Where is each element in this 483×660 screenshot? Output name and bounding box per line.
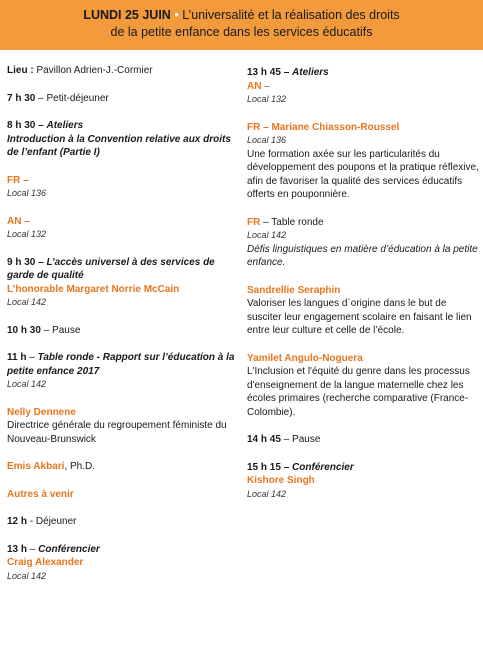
- header-line-1: [0, 7, 483, 24]
- schedule-afternoon-pause: [247, 433, 479, 447]
- activity: Pause: [292, 434, 321, 445]
- speaker-description: L'Inclusion et l'équité du genre dans les processus d'enseignement de la langue maternelle chez les écoles primaires (recherche comparative (France-Colombie).: [247, 366, 470, 418]
- speaker-name: Yamilet Angulo-Noguera: [247, 352, 363, 364]
- schedule-lunch: [7, 515, 239, 529]
- schedule-pause: [7, 324, 239, 338]
- workshop-chiasson-roussel: [247, 121, 479, 202]
- workshop-fr: [7, 174, 239, 201]
- room: Local 132: [7, 229, 47, 239]
- room: Local 132: [247, 94, 287, 104]
- activity-kind: Conférencier: [38, 543, 100, 555]
- activity: Pause: [52, 324, 81, 336]
- speaker-name: L’honorable Margaret Norrie McCain: [7, 283, 180, 295]
- right-column: [247, 66, 479, 515]
- schedule-keynote-access: [7, 256, 239, 310]
- separator: –: [260, 216, 272, 228]
- speaker-name: Mariane Chiasson-Roussel: [271, 121, 400, 133]
- separator: –: [35, 120, 47, 131]
- speakers-tbd: [7, 488, 239, 502]
- speaker-angulo-noguera: [247, 352, 479, 420]
- header-title-line1: L’universalité et la réalisation des droits: [182, 8, 400, 22]
- separator: –: [35, 92, 47, 104]
- others-label: Autres à venir: [7, 488, 74, 500]
- separator: –: [27, 543, 39, 555]
- separator: -: [27, 516, 36, 527]
- time: 7 h 30: [7, 92, 36, 104]
- location-value: Pavillon Adrien-J.-Cormier: [36, 65, 153, 76]
- workshop-roundtable: [247, 216, 479, 270]
- room: Local 136: [247, 135, 287, 145]
- workshop-title: Introduction à la Convention relative aux droits de l’enfant (Partie I): [7, 133, 231, 158]
- header-date: LUNDI 25 JUIN: [83, 8, 171, 22]
- speaker-name: Craig Alexander: [7, 557, 84, 568]
- activity-kind: Ateliers: [292, 67, 329, 78]
- location-label: Lieu :: [7, 65, 34, 76]
- speaker-akbari: [7, 460, 239, 474]
- time: 8 h 30: [7, 120, 36, 131]
- time: 14 h 45: [247, 434, 281, 445]
- workshop-an: [7, 215, 239, 242]
- room: Local 142: [247, 230, 287, 240]
- speaker-description: Valoriser les langues d`origine dans le but de susciter leur engagement scolaire en faisant le lien entre leur culture et celle de l’école.: [247, 298, 472, 336]
- time: 9 h 30: [7, 256, 36, 268]
- language-label: FR –: [247, 121, 269, 133]
- session-title: L’accès universel à des services de garde de qualité: [7, 256, 215, 281]
- time: 13 h 45: [247, 67, 281, 78]
- room: Local 136: [7, 188, 47, 198]
- activity-kind: Conférencier: [292, 461, 354, 473]
- left-column: [7, 64, 239, 597]
- activity-kind: Ateliers: [46, 120, 84, 131]
- roundtable-topic: Défis linguistiques en matière d’éducation à la petite enfance.: [247, 243, 478, 268]
- schedule-keynote-alexander: [7, 543, 239, 584]
- schedule-keynote-singh: [247, 461, 479, 502]
- speaker-name: Emis Akbari: [7, 461, 65, 472]
- header-title-line2: de la petite enfance dans les services éducatifs: [110, 25, 373, 39]
- separator: –: [40, 324, 53, 336]
- header-bullet: •: [174, 8, 179, 22]
- activity: Petit-déjeuner: [46, 92, 109, 104]
- separator: –: [26, 352, 38, 363]
- activity: Table ronde: [271, 216, 324, 228]
- room: Local 142: [7, 570, 47, 581]
- time: 13 h: [7, 543, 28, 555]
- separator: –: [280, 67, 293, 78]
- speaker-name: Kishore Singh: [247, 475, 315, 486]
- time: 11 h: [7, 352, 27, 363]
- location: [7, 64, 239, 78]
- speaker-description: Directrice générale du regroupement féministe du Nouveau-Brunswick: [7, 420, 227, 445]
- language-label: FR: [247, 216, 261, 228]
- schedule-afternoon-workshops: [247, 66, 479, 107]
- schedule-workshops: [7, 119, 239, 160]
- workshop-description: Une formation axée sur les particularités du développement des poupons et la pratique réflexive, afin de favoriser la qualité des services éducatifs offerts en pouponnière.: [247, 148, 479, 200]
- session-title: Table ronde - Rapport sur l’éducation à la petite enfance 2017: [7, 352, 235, 377]
- speaker-name: Sandrellie Seraphin: [247, 284, 341, 296]
- time: 10 h 30: [7, 324, 41, 336]
- room: Local 142: [247, 488, 287, 499]
- room: Local 142: [7, 379, 47, 389]
- header-banner: [0, 0, 483, 50]
- room: Local 142: [7, 297, 47, 307]
- schedule-roundtable: [7, 351, 239, 392]
- separator: –: [280, 461, 293, 473]
- language-label: AN –: [7, 215, 30, 227]
- schedule-breakfast: [7, 92, 239, 106]
- language-label: AN –: [247, 80, 270, 92]
- time: 15 h 15: [247, 461, 281, 473]
- speaker-seraphin: [247, 284, 479, 338]
- time: 12 h: [7, 516, 28, 527]
- speaker-dennene: [7, 406, 239, 447]
- separator: –: [280, 434, 293, 445]
- speaker-name: Nelly Dennene: [7, 406, 76, 418]
- activity: Déjeuner: [35, 516, 77, 527]
- speaker-degree: , Ph.D.: [64, 461, 96, 472]
- separator: –: [35, 256, 47, 268]
- language-label: FR –: [7, 174, 29, 186]
